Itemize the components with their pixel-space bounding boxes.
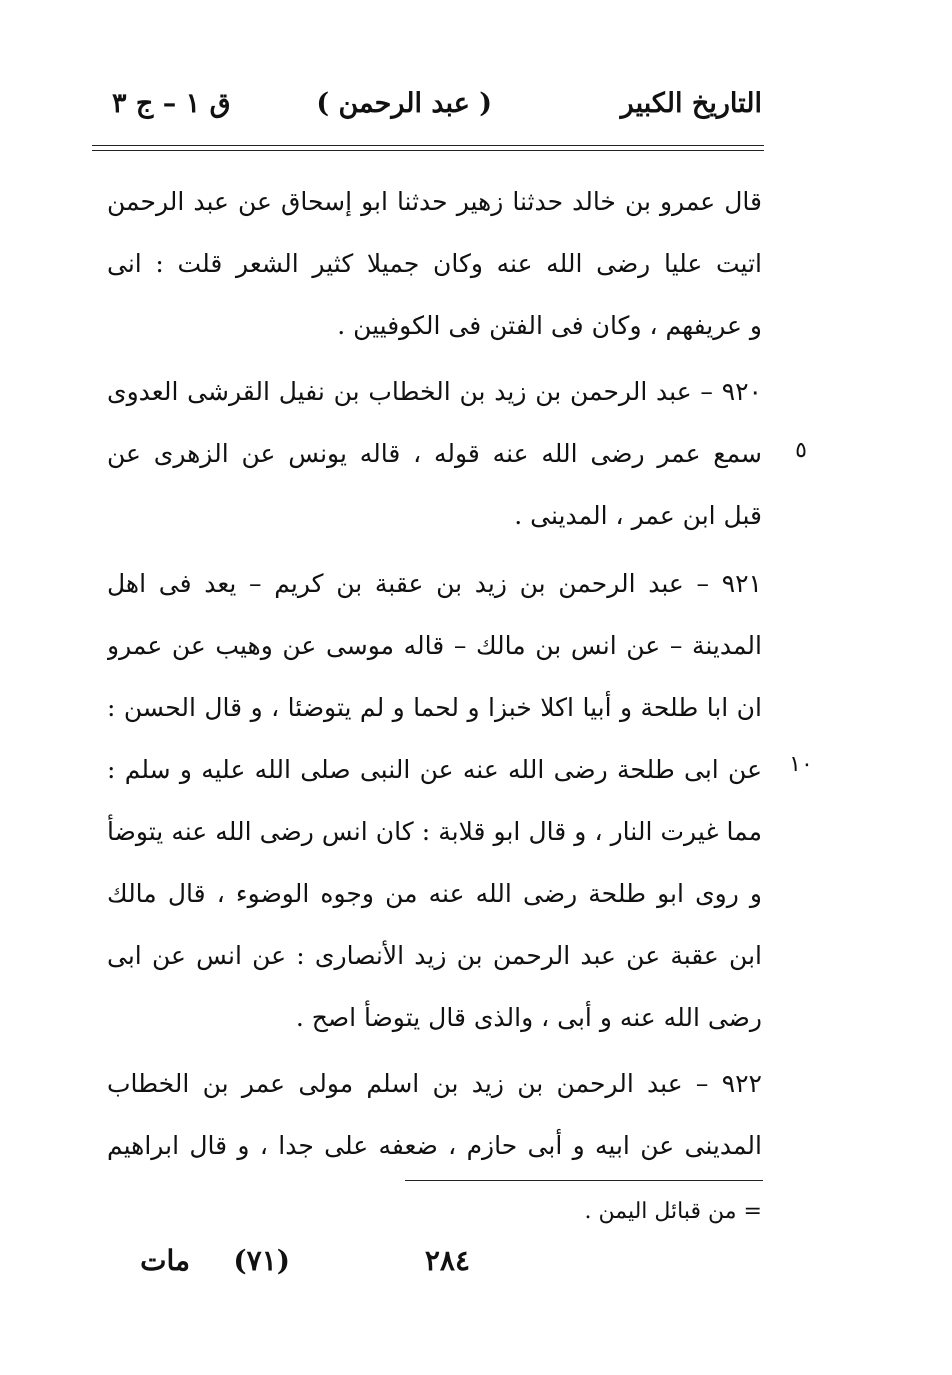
text-line: رضى الله عنه و أبى ، والذى قال يتوضأ اصح .: [295, 1003, 762, 1032]
text-line: ان ابا طلحة و أبيا اكلا خبزا و لحما و لم يتوضئا ، و قال الحسن :: [107, 693, 762, 722]
signature-mark: (٧١): [233, 1244, 290, 1277]
text-line: ابن عقبة عن عبد الرحمن بن زيد الأنصارى : عن انس عن ابى: [107, 941, 762, 970]
entry-922-heading: ٩٢٢ – عبد الرحمن بن زيد بن اسلم مولى عمر بن الخطاب: [107, 1069, 762, 1098]
text-line: مما غيرت النار ، و قال ابو قلابة : كان انس رضى الله عنه يتوضأ: [107, 817, 762, 846]
text-line: قبل ابن عمر ، المدينى .: [514, 501, 762, 530]
volume-reference: ق ١ – ج ٣: [112, 88, 231, 119]
text-line: سمع عمر رضى الله عنه قوله ، قاله يونس عن الزهرى عن: [107, 439, 762, 468]
page-footer: [130, 1244, 470, 1288]
text-line: المدينة – عن انس بن مالك – قاله موسى عن وهيب عن عمرو: [107, 631, 762, 660]
entry-920-heading: ٩٢٠ – عبد الرحمن بن زيد بن الخطاب بن نفيل القرشى العدوى: [107, 377, 762, 406]
text-line: المدينى عن ابيه و أبى حازم ، ضعفه على جدا ، و قال ابراهيم: [107, 1131, 762, 1160]
footnote-rule: [405, 1180, 763, 1181]
footnote: = من قبائل اليمن .: [584, 1199, 762, 1224]
catchword: مات: [140, 1244, 190, 1277]
book-title: التاريخ الكبير: [620, 88, 762, 119]
header-rule: [92, 145, 764, 146]
header-rule-double: [92, 150, 764, 151]
text-line: و عريفهم ، وكان فى الفتن فى الكوفيين .: [337, 311, 762, 340]
page-number: ٢٨٤: [424, 1244, 470, 1277]
margin-line-number-10: ١٠: [789, 752, 813, 777]
text-line: قال عمرو بن خالد حدثنا زهير حدثنا ابو إسحاق عن عبد الرحمن: [107, 187, 762, 216]
margin-line-number-5: ٥: [795, 438, 807, 463]
text-line: اتيت عليا رضى الله عنه وكان جميلا كثير الشعر قلت : انى: [107, 249, 762, 278]
text-line: و روى ابو طلحة رضى الله عنه من وجوه الوضوء ، قال مالك: [107, 879, 762, 908]
entry-921-heading: ٩٢١ – عبد الرحمن بن زيد بن عقبة بن كريم – يعد فى اهل: [107, 569, 762, 598]
section-title: ( عبد الرحمن ): [316, 88, 492, 119]
running-header: [112, 88, 762, 132]
text-line: عن ابى طلحة رضى الله عنه عن النبى صلى الله عليه و سلم :: [107, 755, 762, 784]
